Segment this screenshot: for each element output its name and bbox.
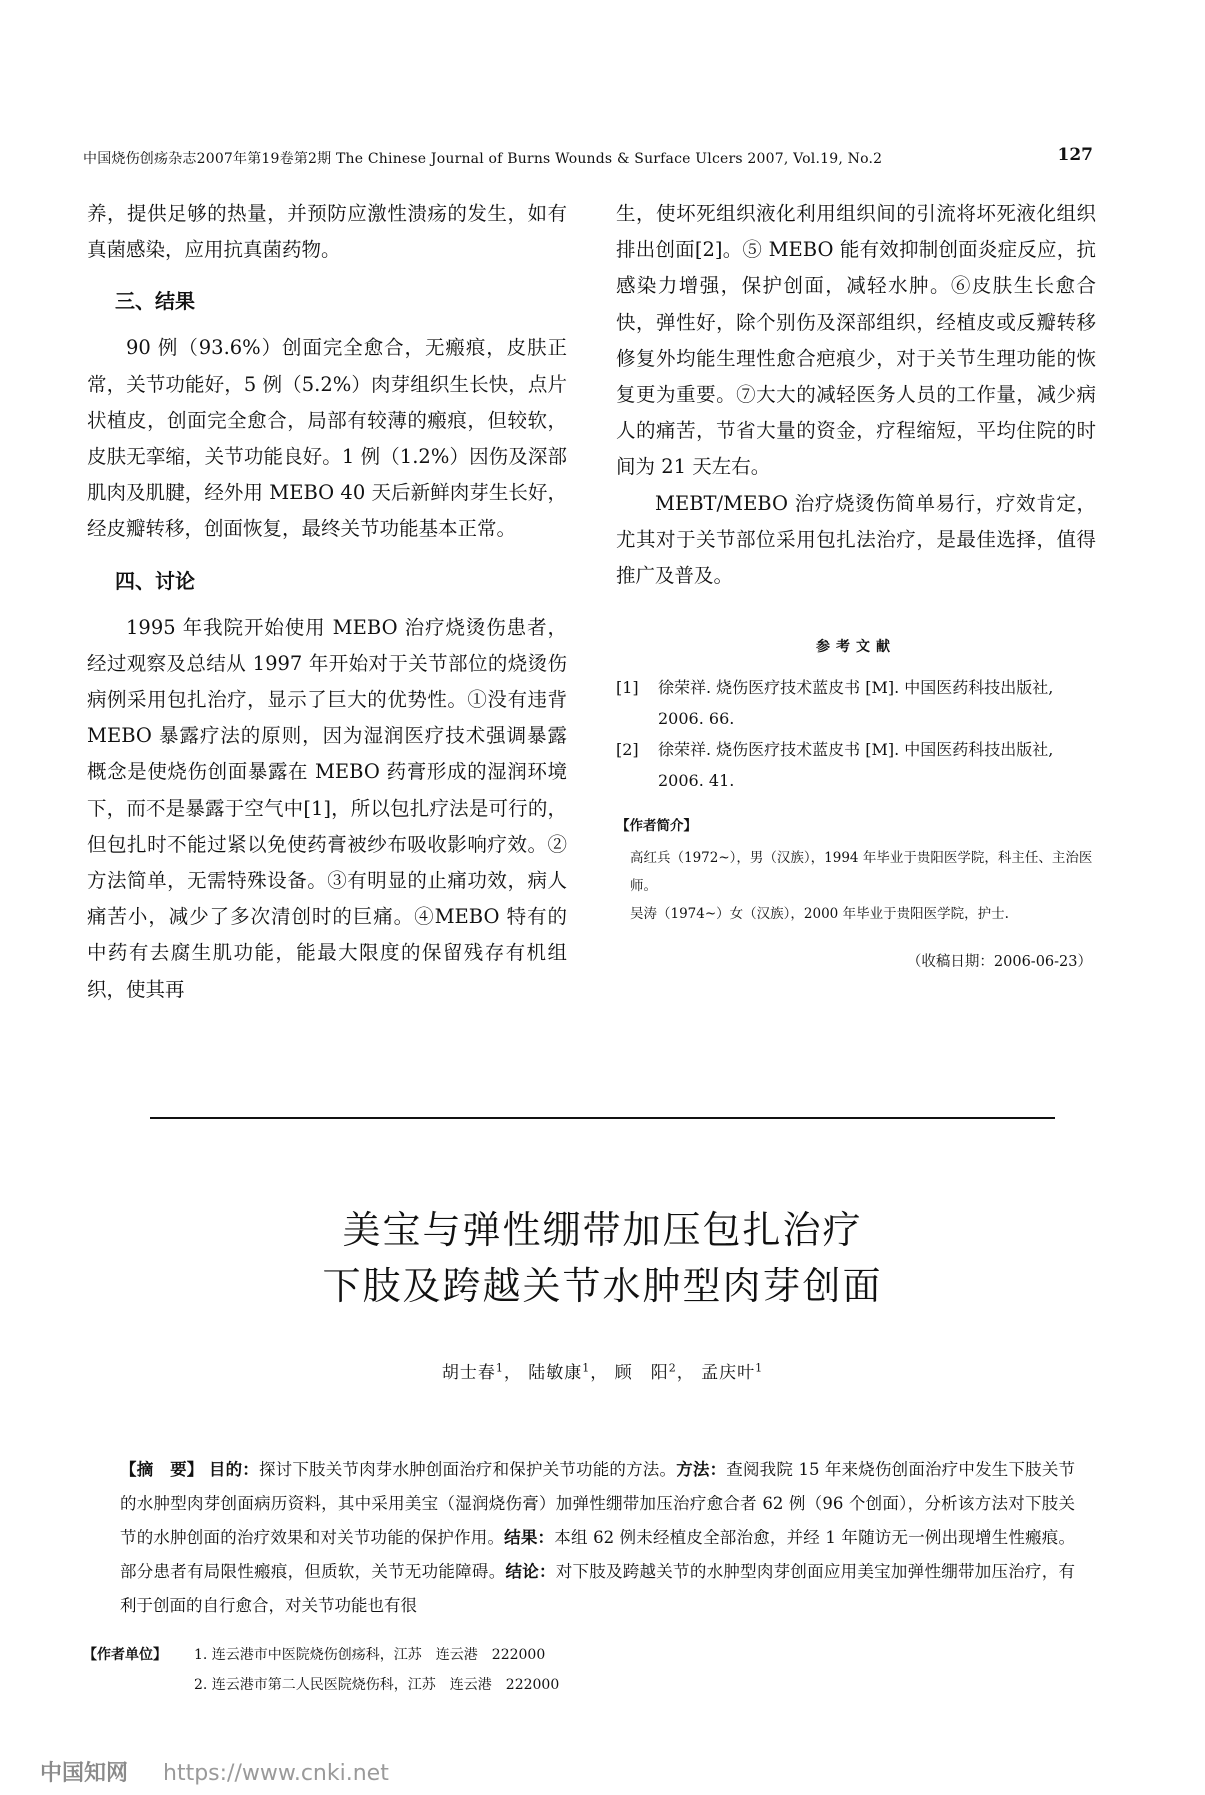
reference-number: [1] bbox=[616, 678, 639, 698]
author-name: 陆敏康 bbox=[528, 1363, 583, 1383]
title-line: 下肢及跨越关节水肿型肉芽创面 bbox=[322, 1264, 883, 1308]
title-line: 美宝与弹性绷带加压包扎治疗 bbox=[342, 1208, 863, 1252]
reference-item bbox=[616, 672, 1096, 734]
abstract bbox=[120, 1453, 1075, 1623]
abstract-result-label: 结果： bbox=[504, 1528, 555, 1547]
affiliation-text: 2. 连云港市第二人民医院烧伤科，江苏 连云港 222000 bbox=[194, 1677, 560, 1693]
journal-header: 中国烧伤创疡杂志2007年第19卷第2期 The Chinese Journal of Burns Wounds & Surface Ulcers 2007, Vol.19, No.2 bbox=[83, 151, 883, 167]
author-affiliation-mark: 1 bbox=[495, 1361, 504, 1375]
affiliation-row bbox=[83, 1640, 783, 1670]
article-title bbox=[0, 1202, 1205, 1314]
cnki-logo: 中国知网 bbox=[40, 1761, 129, 1786]
reference-text: 徐荣祥. 烧伤医疗技术蓝皮书 [M]. 中国医药科技出版社, 2006. 66. bbox=[658, 678, 1054, 729]
reference-number: [2] bbox=[616, 740, 639, 760]
article-authors: 胡士春$^1$， 陆敏康$^1$， 顾 阳$^2$， 孟庆叶$^1$ bbox=[441, 1361, 764, 1383]
abstract-label: 【摘 要】 bbox=[120, 1460, 204, 1479]
abstract-conclusion: 对下肢及跨越关节的水肿型肉芽创面应用美宝加弹性绷带加压治疗，有利于创面的自行愈合，对关节功能也有很 bbox=[120, 1562, 1076, 1615]
cnki-watermark bbox=[40, 1756, 389, 1787]
author-bio: 高红兵（1972~），男（汉族），1994 年毕业于贵阳医学院，科主任、主治医师。 bbox=[630, 850, 1093, 895]
cnki-url: https://www.cnki.net bbox=[163, 1761, 389, 1786]
received-date: （收稿日期：2006-06-23） bbox=[906, 954, 1092, 971]
references-heading: 参考文献 bbox=[816, 639, 896, 656]
article-divider bbox=[150, 1117, 1055, 1119]
abstract-objective-label: 目的： bbox=[208, 1460, 259, 1479]
paragraph-discussion-continued: 生，使坏死组织液化利用组织间的引流将坏死液化组织排出创面[2]。⑤ MEBO 能有效抑制创面炎症反应，抗感染力增强，保护创面，减轻水肿。⑥皮肤生长愈合快，弹性好，除个别伤及深部组织，经植皮或反瓣转移修复外均能生理性愈合疤痕少，对于关节生理功能的恢复更为重要。⑦大大的减轻医务人员的工作量，减少病人的痛苦，节省大量的资金，疗程缩短，平均住院的时间为 21 天左右。 bbox=[616, 202, 1096, 479]
heading-results: 三、结果 bbox=[115, 289, 195, 314]
reference-text: 徐荣祥. 烧伤医疗技术蓝皮书 [M]. 中国医药科技出版社, 2006. 41. bbox=[658, 740, 1054, 791]
author-affiliation-mark: 2 bbox=[668, 1361, 677, 1375]
abstract-result: 本组 62 例未经植皮全部治愈，并经 1 年随访无一例出现增生性瘢痕。部分患者有局限性瘢痕，但质软，关节无功能障碍。 bbox=[120, 1528, 1076, 1581]
affiliation-row bbox=[83, 1670, 783, 1700]
affiliation-label: 【作者单位】 bbox=[83, 1647, 167, 1663]
right-column bbox=[616, 196, 1096, 971]
author-affiliations bbox=[83, 1640, 783, 1700]
author-name: 胡士春 bbox=[441, 1363, 496, 1383]
author-affiliation-mark: 1 bbox=[755, 1361, 764, 1375]
paragraph-nutrition: 养，提供足够的热量，并预防应激性溃疡的发生，如有真菌感染，应用抗真菌药物。 bbox=[87, 202, 567, 262]
affiliation-text: 1. 连云港市中医院烧伤创疡科，江苏 连云港 222000 bbox=[194, 1647, 546, 1663]
paragraph-results: 90 例（93.6%）创面完全愈合，无瘢痕，皮肤正常，关节功能好，5 例（5.2%）肉芽组织生长快，点片状植皮，创面完全愈合，局部有较薄的瘢痕，但较软，皮肤无挛缩，关节功能良好。1 例（1.2%）因伤及深部肌肉及肌腱，经外用 MEBO 40 天后新鲜肉芽生长好，经皮瓣转移，创面恢复，最终关节功能基本正常。 bbox=[87, 336, 567, 541]
running-head bbox=[83, 145, 1093, 170]
abstract-conclusion-label: 结论： bbox=[505, 1562, 556, 1581]
reference-item bbox=[616, 734, 1096, 796]
abstract-objective: 探讨下肢关节肉芽水肿创面治疗和保护关节功能的方法。 bbox=[258, 1460, 677, 1479]
abstract-method-label: 方法： bbox=[676, 1460, 727, 1479]
author-intro-label: 【作者简介】 bbox=[616, 818, 697, 835]
heading-discussion: 四、讨论 bbox=[115, 568, 195, 593]
author-bio: 吴涛（1974~）女（汉族），2000 年毕业于贵阳医学院，护士. bbox=[630, 906, 1009, 923]
paragraph-conclusion: MEBT/MEBO 治疗烧烫伤简单易行，疗效肯定，尤其对于关节部位采用包扎法治疗，是最佳选择，值得推广及普及。 bbox=[616, 491, 1096, 588]
paragraph-discussion: 1995 年我院开始使用 MEBO 治疗烧烫伤患者，经过观察及总结从 1997 年开始对于关节部位的烧烫伤病例采用包扎治疗，显示了巨大的优势性。①没有违背 MEBO 暴露疗法的原则，因为湿润医疗技术强调暴露概念是使烧伤创面暴露在 MEBO 药膏形成的湿润环境下，而不是暴露于空气中[1]，所以包扎疗法是可行的，但包扎时不能过紧以免使药膏被纱布吸收影响疗效。②方法简单，无需特殊设备。③有明显的止痛功效，病人痛苦小，减少了多次清创时的巨痛。④MEBO 特有的中药有去腐生肌功能，能最大限度的保留残存有机组织，使其再 bbox=[87, 615, 567, 1001]
abstract-method: 查阅我院 15 年来烧伤创面治疗中发生下肢关节的水肿型肉芽创面病历资料，其中采用美宝（湿润烧伤膏）加弹性绷带加压治疗愈合者 62 例（96 个创面），分析该方法对下肢关节的水肿创面的治疗效果和对关节功能的保护作用。 bbox=[120, 1460, 1076, 1547]
author-name: 孟庆叶 bbox=[701, 1363, 756, 1383]
author-name: 顾 阳 bbox=[614, 1363, 669, 1383]
page-number: 127 bbox=[1057, 145, 1093, 165]
left-column bbox=[87, 196, 567, 1008]
author-affiliation-mark: 1 bbox=[582, 1361, 591, 1375]
